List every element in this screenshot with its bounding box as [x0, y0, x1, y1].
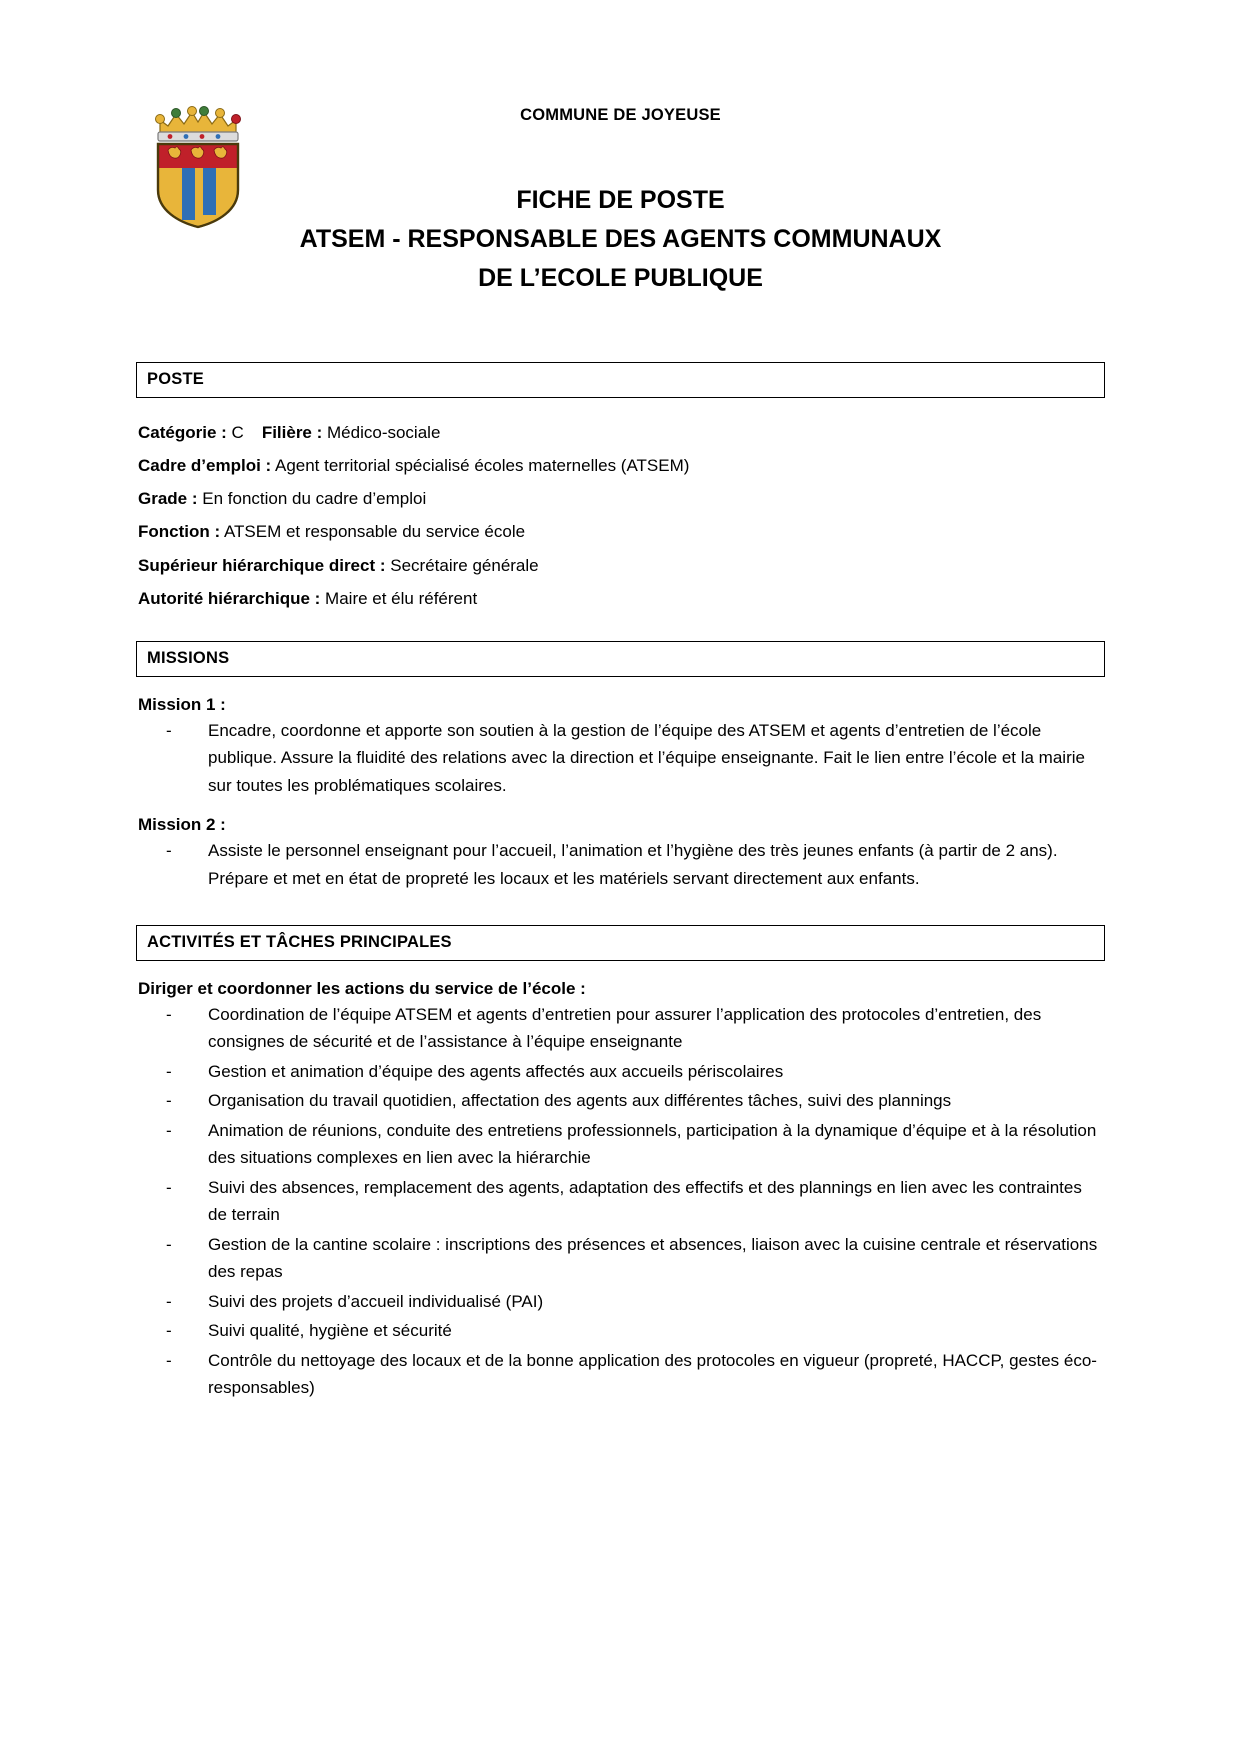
- field-fonction: [138, 515, 1105, 548]
- field-fonction-label: Fonction :: [138, 522, 221, 542]
- section-header-missions: MISSIONS: [136, 641, 1105, 677]
- list-item: - Gestion de la cantine scolaire : inscriptions des présences et absences, liaison avec la cuisine centrale et réservations des repas: [166, 1231, 1105, 1288]
- field-grade-value: En fonction du cadre d’emploi: [202, 489, 427, 509]
- list-item: - Suivi qualité, hygiène et sécurité: [166, 1317, 1105, 1347]
- field-autorite-hierarchique: [138, 582, 1105, 615]
- list-item: - Animation de réunions, conduite des entretiens professionnels, participation à la dynamique d’équipe et à la résolution des situations complexes en lien avec la hiérarchie: [166, 1117, 1105, 1174]
- list-item: - Organisation du travail quotidien, affectation des agents aux différentes tâches, suivi des plannings: [166, 1087, 1105, 1117]
- field-cadre-emploi: [138, 449, 1105, 482]
- list-item: - Encadre, coordonne et apporte son soutien à la gestion de l’équipe des ATSEM et agents d’entretien de l’école publique. Assure la fluidité des relations avec la direction et l’équipe enseignante. Fait le lien entre l’école et la mairie sur toutes les problématiques scolaires.: [166, 717, 1105, 806]
- coat-of-arms-icon: [146, 94, 250, 230]
- field-superieur-hierarchique-value: Secrétaire générale: [390, 555, 539, 575]
- list-item: - Coordination de l’équipe ATSEM et agents d’entretien pour assurer l’application des protocoles d’entretien, des consignes de sécurité et de l’assistance à l’équipe enseignante: [166, 1001, 1105, 1058]
- field-categorie: [138, 416, 1105, 449]
- document-header: [136, 86, 1105, 336]
- field-grade: [138, 482, 1105, 515]
- page-title: [136, 181, 1105, 297]
- field-categorie-label: Catégorie :: [138, 423, 227, 442]
- list-item: - Contrôle du nettoyage des locaux et de la bonne application des protocoles en vigueur (propreté, HACCP, gestes éco-responsables): [166, 1347, 1105, 1404]
- mission-1-heading: Mission 1 :: [138, 694, 226, 714]
- activites-list: [136, 1001, 1105, 1404]
- field-filiere-label: Filière :: [261, 423, 323, 442]
- title-line-2: ATSEM - RESPONSABLE DES AGENTS COMMUNAUX: [299, 224, 942, 253]
- title-line-1: FICHE DE POSTE: [516, 186, 725, 214]
- list-item: - Assiste le personnel enseignant pour l’accueil, l’animation et l’hygiène des très jeunes enfants (à partir de 2 ans). Prépare et met en état de propreté les locaux et les matériels servant directement aux enfants.: [166, 837, 1105, 898]
- field-superieur-hierarchique-label: Supérieur hiérarchique direct :: [138, 555, 386, 575]
- field-cadre-emploi-label: Cadre d’emploi :: [138, 456, 272, 476]
- section-header-activites: ACTIVITÉS ET TÂCHES PRINCIPALES: [136, 925, 1105, 961]
- field-autorite-hierarchique-label: Autorité hiérarchique :: [138, 588, 321, 608]
- mission-1-list: [136, 717, 1105, 806]
- title-line-3: DE L’ECOLE PUBLIQUE: [478, 263, 763, 292]
- mission-2-heading: Mission 2 :: [138, 815, 226, 835]
- field-fonction-value: ATSEM et responsable du service école: [223, 522, 526, 542]
- field-autorite-hierarchique-value: Maire et élu référent: [325, 588, 478, 608]
- mission-2-list: [136, 837, 1105, 898]
- field-superieur-hierarchique: [138, 549, 1105, 582]
- field-grade-label: Grade :: [138, 489, 198, 509]
- list-item: - Suivi des absences, remplacement des agents, adaptation des effectifs et des plannings en lien avec les contraintes de terrain: [166, 1174, 1105, 1231]
- mission-block-1: [136, 695, 1105, 806]
- list-item: - Suivi des projets d’accueil individualisé (PAI): [166, 1288, 1105, 1318]
- field-categorie-value: C: [231, 423, 244, 442]
- mission-block-2: [136, 815, 1105, 898]
- activites-heading: Diriger et coordonner les actions du service de l’école :: [138, 978, 586, 998]
- list-item: - Gestion et animation d’équipe des agents affectés aux accueils périscolaires: [166, 1058, 1105, 1088]
- field-cadre-emploi-value: Agent territorial spécialisé écoles maternelles (ATSEM): [274, 456, 690, 476]
- field-filiere-value: Médico-sociale: [327, 423, 441, 442]
- commune-name: COMMUNE DE JOYEUSE: [520, 106, 721, 124]
- section-header-poste: POSTE: [136, 362, 1105, 398]
